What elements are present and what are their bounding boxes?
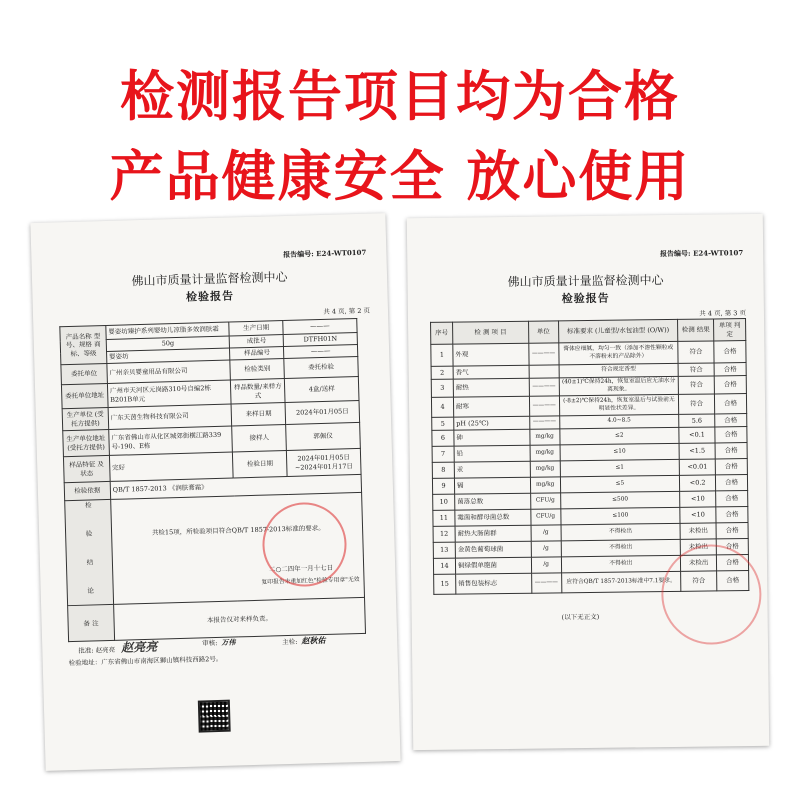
- row-unit: ————: [531, 573, 561, 593]
- client-label: 委托单位: [61, 363, 107, 384]
- product-value: 婴姿坊臻护系列婴幼儿凉脂多效润肤霜: [106, 322, 230, 339]
- row-requirement: ≤10: [560, 443, 680, 460]
- row-requirement: 膏体应细腻，均匀一致（添加不溶性颗粒或不溶粉末的产品除外）: [558, 341, 678, 364]
- row-item: 耐寒: [453, 396, 529, 417]
- row-no: 14: [433, 558, 455, 574]
- row-no: 10: [433, 494, 455, 510]
- row-requirement: ≤100: [560, 507, 680, 524]
- row-result: 符合: [678, 341, 714, 363]
- row-item: 菌落总数: [455, 493, 531, 510]
- basis-label: 检验依据: [64, 481, 110, 500]
- check-label: 主检:: [282, 637, 298, 647]
- row-result: 符合: [678, 363, 714, 376]
- review-label: 审核:: [202, 639, 218, 648]
- row-verdict: 合格: [715, 459, 747, 475]
- maker-addr-label: 生产单位地址 (受托方提供): [63, 429, 110, 456]
- copy-note: 复印报告未重加红色"检验专用章"无效: [261, 577, 360, 586]
- report-sheet-left: [30, 213, 400, 771]
- row-result: 未检出: [680, 523, 716, 539]
- row-requirement: (40±1)℃保持24h，恢复室温后应无油水分离现象。: [559, 376, 679, 395]
- row-unit: ————: [529, 416, 559, 429]
- sample-no-label: 样品编号: [230, 347, 284, 360]
- row-no: 13: [433, 542, 455, 558]
- row-unit: ————: [528, 343, 558, 365]
- row-verdict: 合格: [715, 394, 747, 414]
- header-verdict: 单项 判定: [714, 319, 746, 341]
- row-result: <0.01: [679, 459, 715, 475]
- prod-date-value: ———: [283, 318, 357, 334]
- sample-info-table: [59, 318, 366, 642]
- receiver-value: 郭佩仪: [286, 422, 361, 450]
- header-unit: 单位: [528, 321, 558, 343]
- feature-value: 完好: [109, 452, 233, 481]
- page-indicator: 共 4 页, 第 2 页: [323, 306, 371, 316]
- maker-label: 生产单位 (受托方提供): [62, 407, 108, 430]
- row-requirement: ≤1: [560, 459, 680, 476]
- check-signature: 赵秋佑: [301, 634, 326, 646]
- receiver-label: 接样人: [232, 425, 286, 452]
- row-verdict: 合格: [716, 491, 748, 507]
- qty-value: 4盒/送样: [285, 376, 359, 402]
- conclusion-cell: [111, 492, 365, 604]
- report-title: 佛山市质量计量监督检测中心: [131, 269, 288, 289]
- row-no: 3: [431, 379, 453, 397]
- row-no: 7: [432, 446, 454, 462]
- row-requirement: 符合规定香型: [559, 363, 679, 377]
- row-unit: CFU/g: [530, 509, 560, 525]
- row-unit: mg/kg: [530, 429, 560, 445]
- approve-signature: 赵亮亮: [120, 639, 158, 655]
- check-date-value: 2024年01月05日 ~2024年01月17日: [287, 448, 362, 476]
- row-verdict: 合格: [715, 414, 747, 427]
- row-no: 11: [433, 510, 455, 526]
- row-verdict: 合格: [716, 523, 748, 539]
- row-no: 8: [432, 462, 454, 478]
- batch-label: 成批号: [230, 335, 284, 348]
- report-sheet-right: [407, 214, 769, 750]
- row-result: <10: [680, 507, 716, 523]
- row-verdict: 合格: [717, 571, 749, 591]
- maker-value: 广东天茵生物科技有限公司: [108, 404, 232, 429]
- row-result: 5.6: [679, 414, 715, 427]
- row-item: 耐热大肠菌群: [455, 525, 531, 542]
- report-subtitle: 检验报告: [561, 291, 610, 306]
- row-item: 销售包装标志: [456, 573, 532, 594]
- row-verdict: 合格: [714, 341, 746, 363]
- row-requirement: 4.0~8.5: [559, 414, 679, 428]
- prod-date-label: 生产日期: [229, 321, 283, 336]
- row-item: 外观: [453, 343, 529, 366]
- sign-date: 二○二四年一月十七日: [268, 563, 334, 574]
- row-requirement: 不得检出: [561, 523, 681, 540]
- row-result: 未检出: [681, 555, 717, 571]
- row-no: 9: [432, 478, 454, 494]
- spec-value: 50g: [106, 336, 230, 351]
- approve-line: [78, 638, 157, 657]
- page-indicator: 共 4 页, 第 3 页: [699, 309, 746, 318]
- row-unit: /g: [531, 541, 561, 557]
- approve-label: 批准: 赵亮亮: [78, 645, 116, 655]
- report-number: 报告编号: E24-WT0107: [283, 247, 367, 260]
- row-result: 符合: [679, 394, 715, 414]
- review-line: [202, 638, 236, 649]
- report-subtitle: 检验报告: [185, 289, 235, 304]
- row-unit: mg/kg: [530, 445, 560, 461]
- arrive-label: 来样日期: [231, 403, 285, 426]
- check-date-label: 检验日期: [233, 451, 287, 478]
- row-verdict: 合格: [715, 427, 747, 443]
- row-item: pH (25℃): [454, 416, 530, 430]
- row-verdict: 合格: [714, 376, 746, 394]
- batch-value: DTFH01N: [283, 332, 357, 346]
- product-label: 产品名称 型号、规格 商标、等级: [60, 326, 107, 365]
- qr-code: [198, 700, 231, 733]
- row-requirement: ≤500: [560, 491, 680, 508]
- feature-label: 样品特征 及状态: [63, 455, 110, 482]
- row-requirement: 不得检出: [561, 555, 681, 572]
- row-no: 15: [434, 574, 456, 594]
- row-unit: [529, 365, 559, 378]
- check-line: [282, 635, 326, 647]
- row-no: 6: [432, 430, 454, 446]
- row-result: <10: [680, 491, 716, 507]
- row-item: 香气: [453, 365, 529, 379]
- row-requirement: 应符合QB/T 1857-2013标准中7.1要求。: [561, 571, 681, 592]
- row-unit: mg/kg: [530, 461, 560, 477]
- header-requirement: 标准要求 (儿童型/水包油型 (O/W)): [558, 319, 678, 342]
- end-note: (以下无正文): [561, 612, 600, 622]
- row-result: <0.1: [679, 427, 715, 443]
- row-requirement: ≤5: [560, 475, 680, 492]
- client-addr-value: 广州市天河区元岗路310号自编2栋B201B单元: [107, 380, 231, 407]
- row-verdict: 合格: [714, 363, 746, 376]
- row-item: 汞: [454, 461, 530, 478]
- banner-line-1: 检测报告项目均为合格: [120, 65, 680, 128]
- row-no: 1: [431, 344, 453, 366]
- row-item: 霉菌和酵母菌总数: [455, 509, 531, 526]
- row-item: 金黄色葡萄球菌: [455, 541, 531, 558]
- row-item: 耐热: [453, 378, 529, 397]
- row-item: 铜绿假单胞菌: [455, 557, 531, 574]
- row-result: 符合: [681, 571, 717, 591]
- maker-addr-value: 广东省佛山市从化区城郊街横江路339号-190、E栋: [109, 426, 233, 455]
- header-no: 序号: [431, 322, 453, 344]
- row-result: <0.2: [680, 475, 716, 491]
- check-type-label: 检验类别: [230, 359, 284, 380]
- report-title: 佛山市质量计量监督检测中心: [507, 273, 664, 289]
- row-unit: mg/kg: [530, 477, 560, 493]
- inspection-seal: [661, 544, 762, 645]
- row-requirement: ≤2: [559, 427, 679, 444]
- row-no: 5: [432, 417, 454, 430]
- conclusion-value: 共检15项，所检验项目符合QB/T 1857-2013标准的要求。: [151, 523, 325, 537]
- remark-label: 备 注: [68, 605, 115, 642]
- row-requirement: 不得检出: [561, 539, 681, 556]
- report-number: 报告编号: E24-WT0107: [659, 248, 744, 259]
- brand-value: 婴姿坊: [106, 348, 230, 363]
- row-unit: /g: [531, 525, 561, 541]
- header-item: 检 测 项 目: [452, 321, 528, 344]
- row-result: <1.5: [679, 443, 715, 459]
- conclusion-label: 检 验 结 论: [65, 499, 114, 605]
- row-no: 12: [433, 526, 455, 542]
- row-no: 4: [431, 397, 453, 417]
- inspection-seal: [261, 501, 347, 587]
- row-item: 铅: [454, 445, 530, 462]
- row-result: 未检出: [680, 539, 716, 555]
- row-requirement: (-8±2)℃保持24h，恢复室温后与试验前无明显性状差异。: [559, 394, 679, 415]
- basis-value: QB/T 1857-2013 《润肤膏霜》: [110, 474, 362, 499]
- row-item: 砷: [454, 429, 530, 446]
- row-no: 2: [431, 366, 453, 379]
- banner-line-2: 产品健康安全 放心使用: [109, 145, 691, 208]
- remark-value: 本报告仅对来样负责。: [113, 598, 365, 641]
- lab-address: 检验地址：广东省佛山市南海区狮山镇科技西路2号。: [68, 654, 223, 668]
- arrive-value: 2024年01月05日: [285, 400, 359, 424]
- sample-no-value: ———: [284, 344, 358, 358]
- row-unit: ————: [529, 396, 559, 416]
- row-verdict: 合格: [716, 555, 748, 571]
- client-value: 广州亲贝婴童用品有限公司: [107, 360, 231, 383]
- check-type-value: 委托检验: [284, 356, 358, 378]
- row-verdict: 合格: [716, 507, 748, 523]
- qty-label: 样品数量/来样方式: [231, 379, 285, 404]
- row-verdict: 合格: [716, 539, 748, 555]
- row-item: 镉: [454, 477, 530, 494]
- client-addr-label: 委托单位地址: [61, 383, 107, 408]
- row-unit: ————: [529, 378, 559, 396]
- row-unit: /g: [531, 557, 561, 573]
- header-result: 检测 结果: [678, 319, 714, 341]
- row-verdict: 合格: [716, 475, 748, 491]
- row-unit: CFU/g: [530, 493, 560, 509]
- row-verdict: 合格: [715, 443, 747, 459]
- row-result: 符合: [678, 376, 714, 394]
- review-signature: 万伟: [221, 637, 236, 647]
